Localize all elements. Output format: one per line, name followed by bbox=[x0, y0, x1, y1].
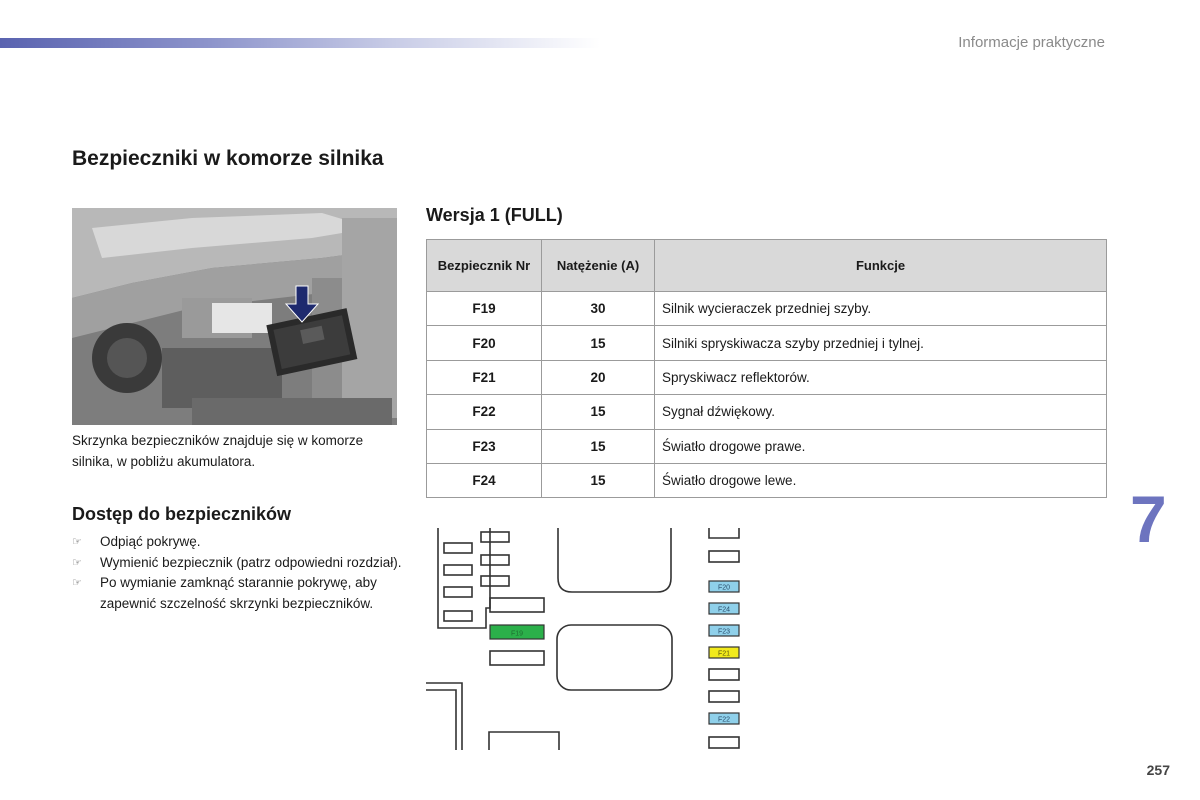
header-amperage: Natężenie (A) bbox=[542, 240, 655, 292]
fuse-amperage: 15 bbox=[542, 326, 655, 360]
fuse-function: Światło drogowe prawe. bbox=[655, 429, 1107, 463]
fuse-amperage: 15 bbox=[542, 395, 655, 429]
fuse-label-f24: F24 bbox=[717, 606, 731, 614]
fuse-function: Światło drogowe lewe. bbox=[655, 463, 1107, 497]
fuse-number: F19 bbox=[427, 292, 542, 326]
engine-compartment-photo bbox=[72, 208, 397, 425]
header-accent-bar bbox=[0, 38, 600, 48]
table-header-row bbox=[427, 240, 1107, 292]
table-row bbox=[427, 360, 1107, 394]
header-function: Funkcje bbox=[655, 240, 1107, 292]
page-number: 257 bbox=[1146, 762, 1170, 778]
fuse-table bbox=[426, 239, 1107, 498]
hand-pointer-icon: ☞ bbox=[72, 577, 82, 589]
table-row bbox=[427, 292, 1107, 326]
access-section-title: Dostęp do bezpieczników bbox=[72, 504, 292, 524]
table-row bbox=[427, 429, 1107, 463]
fuse-function: Silnik wycieraczek przedniej szyby. bbox=[655, 292, 1107, 326]
fuse-number: F23 bbox=[427, 429, 542, 463]
page-title: Bezpieczniki w komorze silnika bbox=[72, 147, 384, 170]
fuse-amperage: 20 bbox=[542, 360, 655, 394]
chapter-number: 7 bbox=[1130, 482, 1167, 556]
fuse-function: Silniki spryskiwacza szyby przedniej i tylnej. bbox=[655, 326, 1107, 360]
fuse-label-f19: F19 bbox=[510, 630, 524, 638]
fuse-number: F20 bbox=[427, 326, 542, 360]
table-row bbox=[427, 395, 1107, 429]
fuse-function: Sygnał dźwiękowy. bbox=[655, 395, 1107, 429]
fuse-label-f20: F20 bbox=[717, 584, 731, 592]
fuse-amperage: 15 bbox=[542, 463, 655, 497]
fuse-number: F24 bbox=[427, 463, 542, 497]
fuse-box-diagram bbox=[426, 528, 746, 750]
fuse-amperage: 15 bbox=[542, 429, 655, 463]
hand-pointer-icon: ☞ bbox=[72, 556, 82, 569]
table-row bbox=[427, 326, 1107, 360]
access-steps-list bbox=[72, 532, 402, 614]
section-label: Informacje praktyczne bbox=[958, 34, 1105, 51]
fuse-function: Spryskiwacz reflektorów. bbox=[655, 360, 1107, 394]
list-item: ☞ Wymienić bezpiecznik (patrz odpowiedni rozdział). bbox=[72, 553, 402, 574]
header-fuse-number: Bezpiecznik Nr bbox=[427, 240, 542, 292]
photo-caption: Skrzynka bezpieczników znajduje się w komorze silnika, w pobliżu akumulatora. bbox=[72, 433, 364, 469]
list-item: ☞ Odpiąć pokrywę. bbox=[72, 532, 402, 553]
fuse-number: F21 bbox=[427, 360, 542, 394]
table-row bbox=[427, 463, 1107, 497]
fuse-number: F22 bbox=[427, 395, 542, 429]
list-item: ☞ Po wymianie zamknąć starannie pokrywę, aby zapewnić szczelność skrzynki bezpieczników. bbox=[72, 575, 377, 611]
fuse-amperage: 30 bbox=[542, 292, 655, 326]
fuse-label-f21: F21 bbox=[717, 650, 731, 658]
version-title: Wersja 1 (FULL) bbox=[426, 205, 563, 225]
fuse-label-f23: F23 bbox=[717, 628, 731, 636]
hand-pointer-icon: ☞ bbox=[72, 536, 82, 548]
fuse-label-f22: F22 bbox=[717, 716, 731, 724]
